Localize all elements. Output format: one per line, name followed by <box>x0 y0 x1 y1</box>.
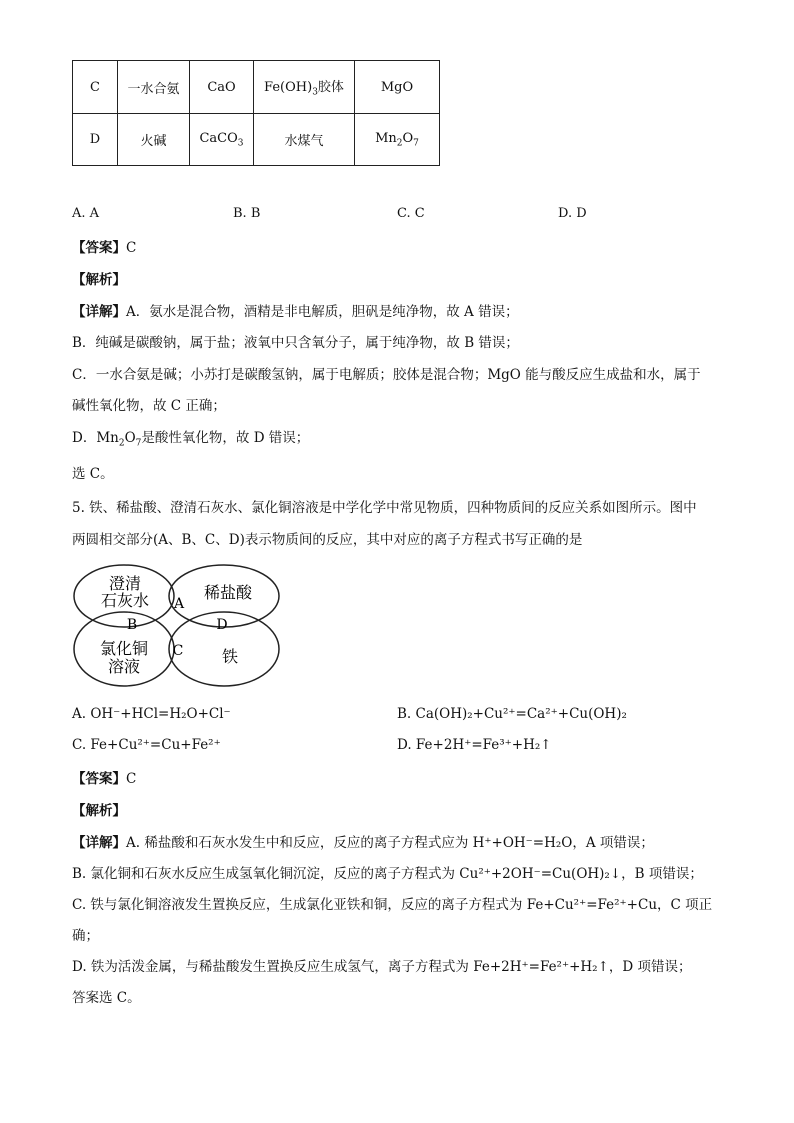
label-limewater-1: 澄清 <box>108 574 142 593</box>
q5-option-d: D. Fe+2H⁺=Fe³⁺+H₂↑ <box>397 737 552 753</box>
table-cell: $Fe(OH)_3$胶体 <box>254 61 355 114</box>
q5-detail-a: 【详解】A. 稀盐酸和石灰水发生中和反应，反应的离子方程式应为 H⁺+OH⁻=H₂O，A 项错误； <box>72 835 654 851</box>
table-cell: MgO <box>355 61 440 114</box>
q5-stem-line2: 两圆相交部分(A、B、C、D)表示物质间的反应，其中对应的离子方程式书写正确的是 <box>72 532 583 548</box>
reaction-venn-diagram <box>70 560 285 696</box>
label-c: C <box>172 643 184 659</box>
q4-option-b: B. B <box>233 206 261 221</box>
label-limewater-2: 石灰水 <box>100 591 150 610</box>
q4-detail-d: D．$Mn_2O_7$是酸性氧化物，故 D 错误； <box>72 430 310 449</box>
row-label: C <box>73 61 118 114</box>
label-d: D <box>216 617 228 633</box>
q5-detail-c1: C. 铁与氯化铜溶液发生置换反应，生成氯化亚铁和铜，反应的离子方程式为 Fe+Cu²⁺=Fe²⁺+Cu，C 项正 <box>72 897 713 913</box>
label-a: A <box>173 596 185 612</box>
label-b: B <box>126 617 138 633</box>
row-label: D <box>73 114 118 166</box>
table-cell: CaO <box>190 61 254 114</box>
table-row <box>73 61 440 114</box>
table-row <box>73 114 440 166</box>
q5-detail-d: D. 铁为活泼金属，与稀盐酸发生置换反应生成氢气，离子方程式为 Fe+2H⁺=Fe²⁺+H₂↑，D 项错误； <box>72 959 692 975</box>
q4-option-a: A. A <box>72 206 100 221</box>
q5-option-c: C. Fe+Cu²⁺=Cu+Fe²⁺ <box>72 737 221 753</box>
q4-detail-c2: 碱性氧化物，故 C 正确； <box>72 398 226 414</box>
q5-conclusion: 答案选 C。 <box>72 990 141 1006</box>
q4-detail-b: B．纯碱是碳酸钠，属于盐；液氧中只含氧分子，属于纯净物，故 B 错误； <box>72 335 519 351</box>
q5-analysis-label: 【解析】 <box>72 803 126 819</box>
q4-detail-a: 【详解】A．氨水是混合物，酒精是非电解质，胆矾是纯净物，故 A 错误； <box>72 304 519 320</box>
q5-detail-b: B. 氯化铜和石灰水反应生成氢氧化铜沉淀，反应的离子方程式为 Cu²⁺+2OH⁻=Cu(OH)₂↓，B 项错误； <box>72 866 703 882</box>
q4-analysis-label: 【解析】 <box>72 272 126 288</box>
classification-table <box>72 60 440 166</box>
q5-answer: 【答案】C <box>72 771 137 787</box>
table-cell: CaCO$_3$ <box>190 114 254 166</box>
q4-option-c: C. C <box>397 206 425 221</box>
q4-conclusion: 选 C。 <box>72 466 114 482</box>
table-cell: $Mn_2O_7$ <box>355 114 440 166</box>
q5-detail-c2: 确； <box>72 928 99 944</box>
q4-option-d: D. D <box>558 206 587 221</box>
table-cell: 火碱 <box>118 114 190 166</box>
q5-option-b: B. Ca(OH)₂+Cu²⁺=Ca²⁺+Cu(OH)₂ <box>397 706 627 722</box>
label-copper-chloride-1: 氯化铜 <box>99 639 149 658</box>
q5-stem-line1: 5. 铁、稀盐酸、澄清石灰水、氯化铜溶液是中学化学中常见物质，四种物质间的反应关系如图所示。图中 <box>72 500 697 516</box>
q4-detail-c1: C．一水合氨是碱；小苏打是碳酸氢钠，属于电解质；胶体是混合物；MgO 能与酸反应生成盐和水，属于 <box>72 367 701 383</box>
table-cell: 一水合氨 <box>118 61 190 114</box>
q5-option-a: A. OH⁻+HCl=H₂O+Cl⁻ <box>72 706 231 722</box>
label-copper-chloride-2: 溶液 <box>107 657 141 676</box>
q4-answer: 【答案】C <box>72 240 137 256</box>
label-hydrochloric-acid: 稀盐酸 <box>203 583 253 602</box>
table-cell: 水煤气 <box>254 114 355 166</box>
label-iron: 铁 <box>221 647 239 666</box>
